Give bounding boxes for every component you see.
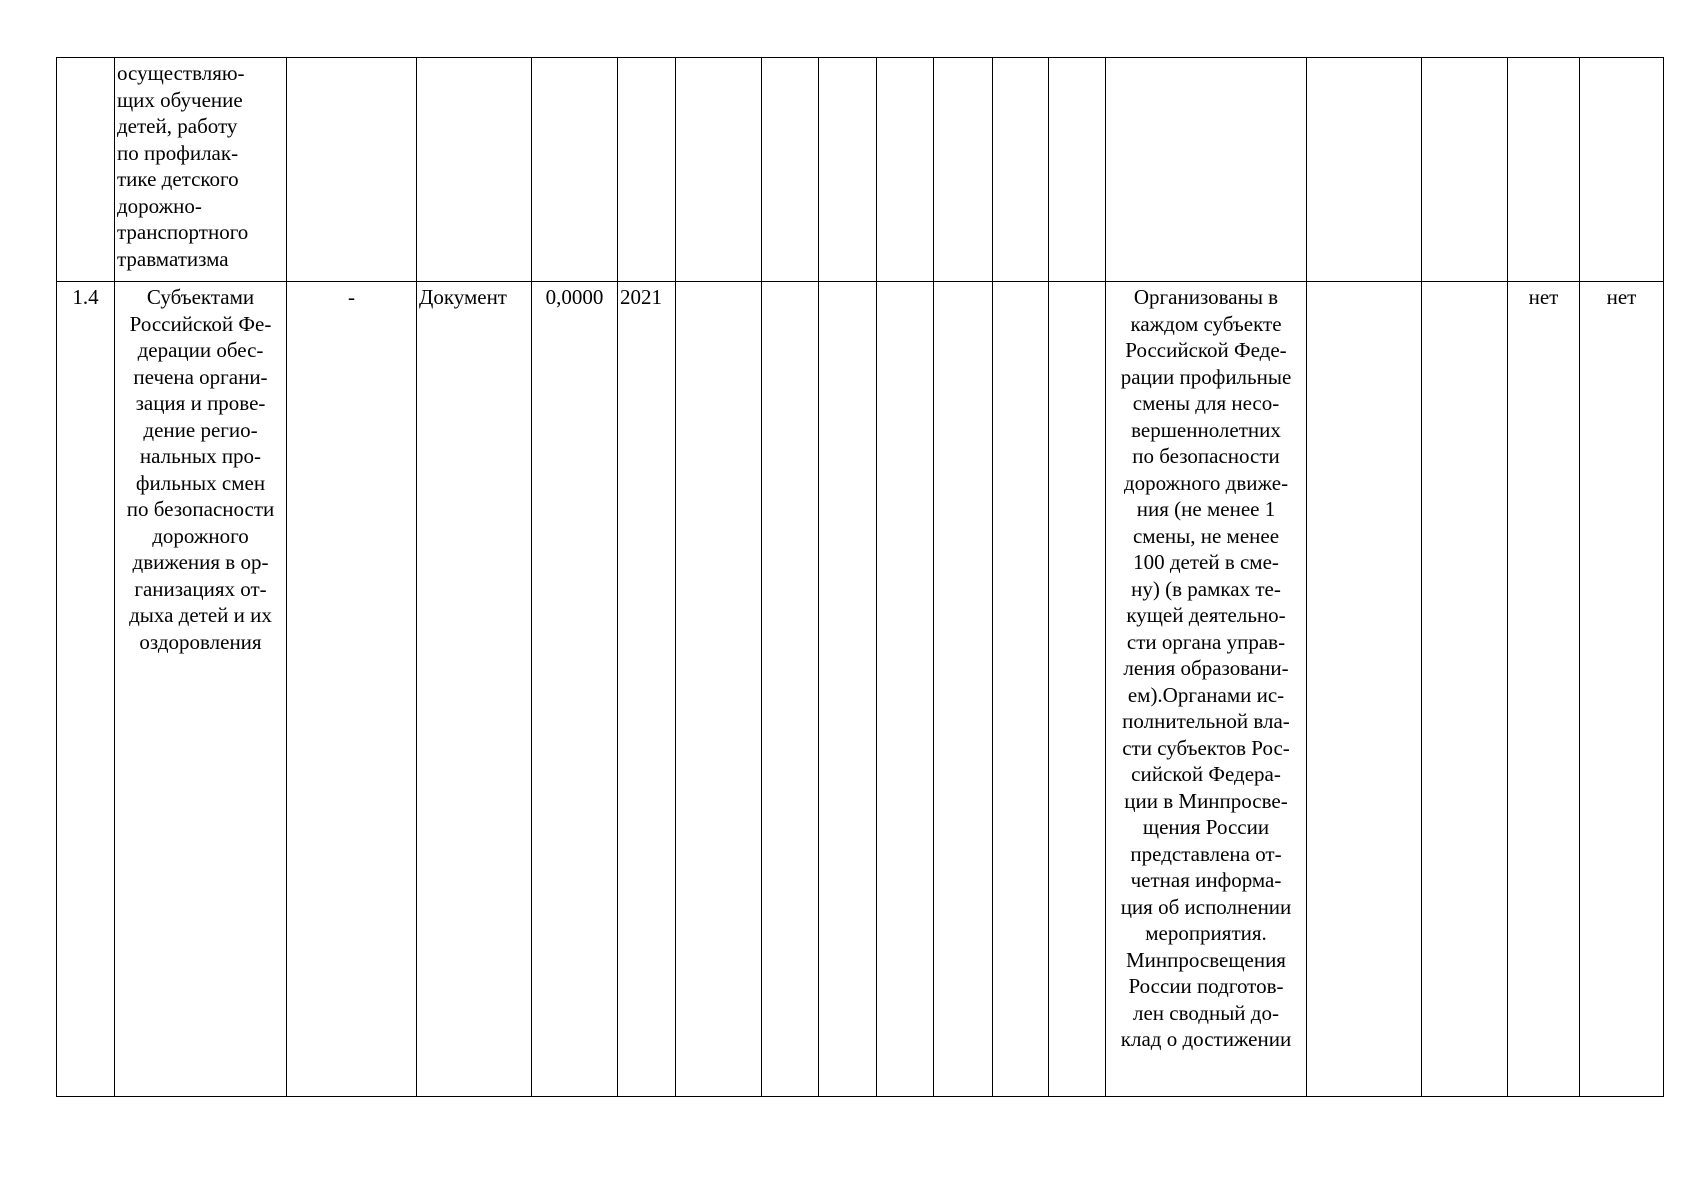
table-cell <box>1106 58 1307 282</box>
dash-cell: - <box>287 282 417 1097</box>
table-cell <box>1049 58 1106 282</box>
table-row <box>57 58 1664 282</box>
table-cell <box>993 58 1049 282</box>
table-cell <box>417 58 532 282</box>
table-cell <box>819 282 877 1097</box>
table-cell <box>934 282 993 1097</box>
table-cell <box>762 58 819 282</box>
table-cell <box>819 58 877 282</box>
table-cell <box>1580 58 1664 282</box>
number-cell <box>57 58 115 282</box>
result-cell: Организованы в каждом субъекте Российской Феде- рации профильные смены для несо- вершеннолетних по безопасности дорожного движе- ния (не менее 1 смены, не менее 100 детей в сме- ну) (в рамках те- кущей деятельно- сти органа управ- ления образовани- ем).Органами ис- полнительной вла- сти субъектов Рос- сийской Федера- ции в Минпросве- щения России представлена от- четная информа- ция об исполнении мероприятия. Минпросвещения России подготов- лен сводный до- клад о достижении <box>1106 282 1307 1097</box>
table-cell <box>1508 58 1580 282</box>
task-name-cell: Субъектами Российской Фе- дерации обес- печена органи- зация и прове- дение регио- нальных про- фильных смен по безопасности дорожного движения в ор- ганизациях от- дыха детей и их оздоровления <box>115 282 287 1097</box>
table-cell <box>877 58 934 282</box>
table-cell <box>676 282 762 1097</box>
table-cell <box>1422 282 1508 1097</box>
table-cell <box>1049 282 1106 1097</box>
table-cell <box>934 58 993 282</box>
table-cell <box>618 58 676 282</box>
value-cell: 0,0000 <box>532 282 618 1097</box>
table-cell <box>1307 58 1422 282</box>
table-cell <box>1422 58 1508 282</box>
document-type-cell: Документ <box>417 282 532 1097</box>
table-cell <box>993 282 1049 1097</box>
table-cell <box>762 282 819 1097</box>
table-cell <box>287 58 417 282</box>
report-table <box>56 57 1664 1097</box>
table-row <box>57 282 1664 1097</box>
number-cell: 1.4 <box>57 282 115 1097</box>
flag-cell: нет <box>1580 282 1664 1097</box>
flag-cell: нет <box>1508 282 1580 1097</box>
table-cell <box>1307 282 1422 1097</box>
table-cell <box>532 58 618 282</box>
year-cell: 2021 <box>618 282 676 1097</box>
task-name-cell: осуществляю- щих обучение детей, работу по профилак- тике детского дорожно- транспортного травматизма <box>115 58 287 282</box>
table-cell <box>676 58 762 282</box>
table-cell <box>877 282 934 1097</box>
